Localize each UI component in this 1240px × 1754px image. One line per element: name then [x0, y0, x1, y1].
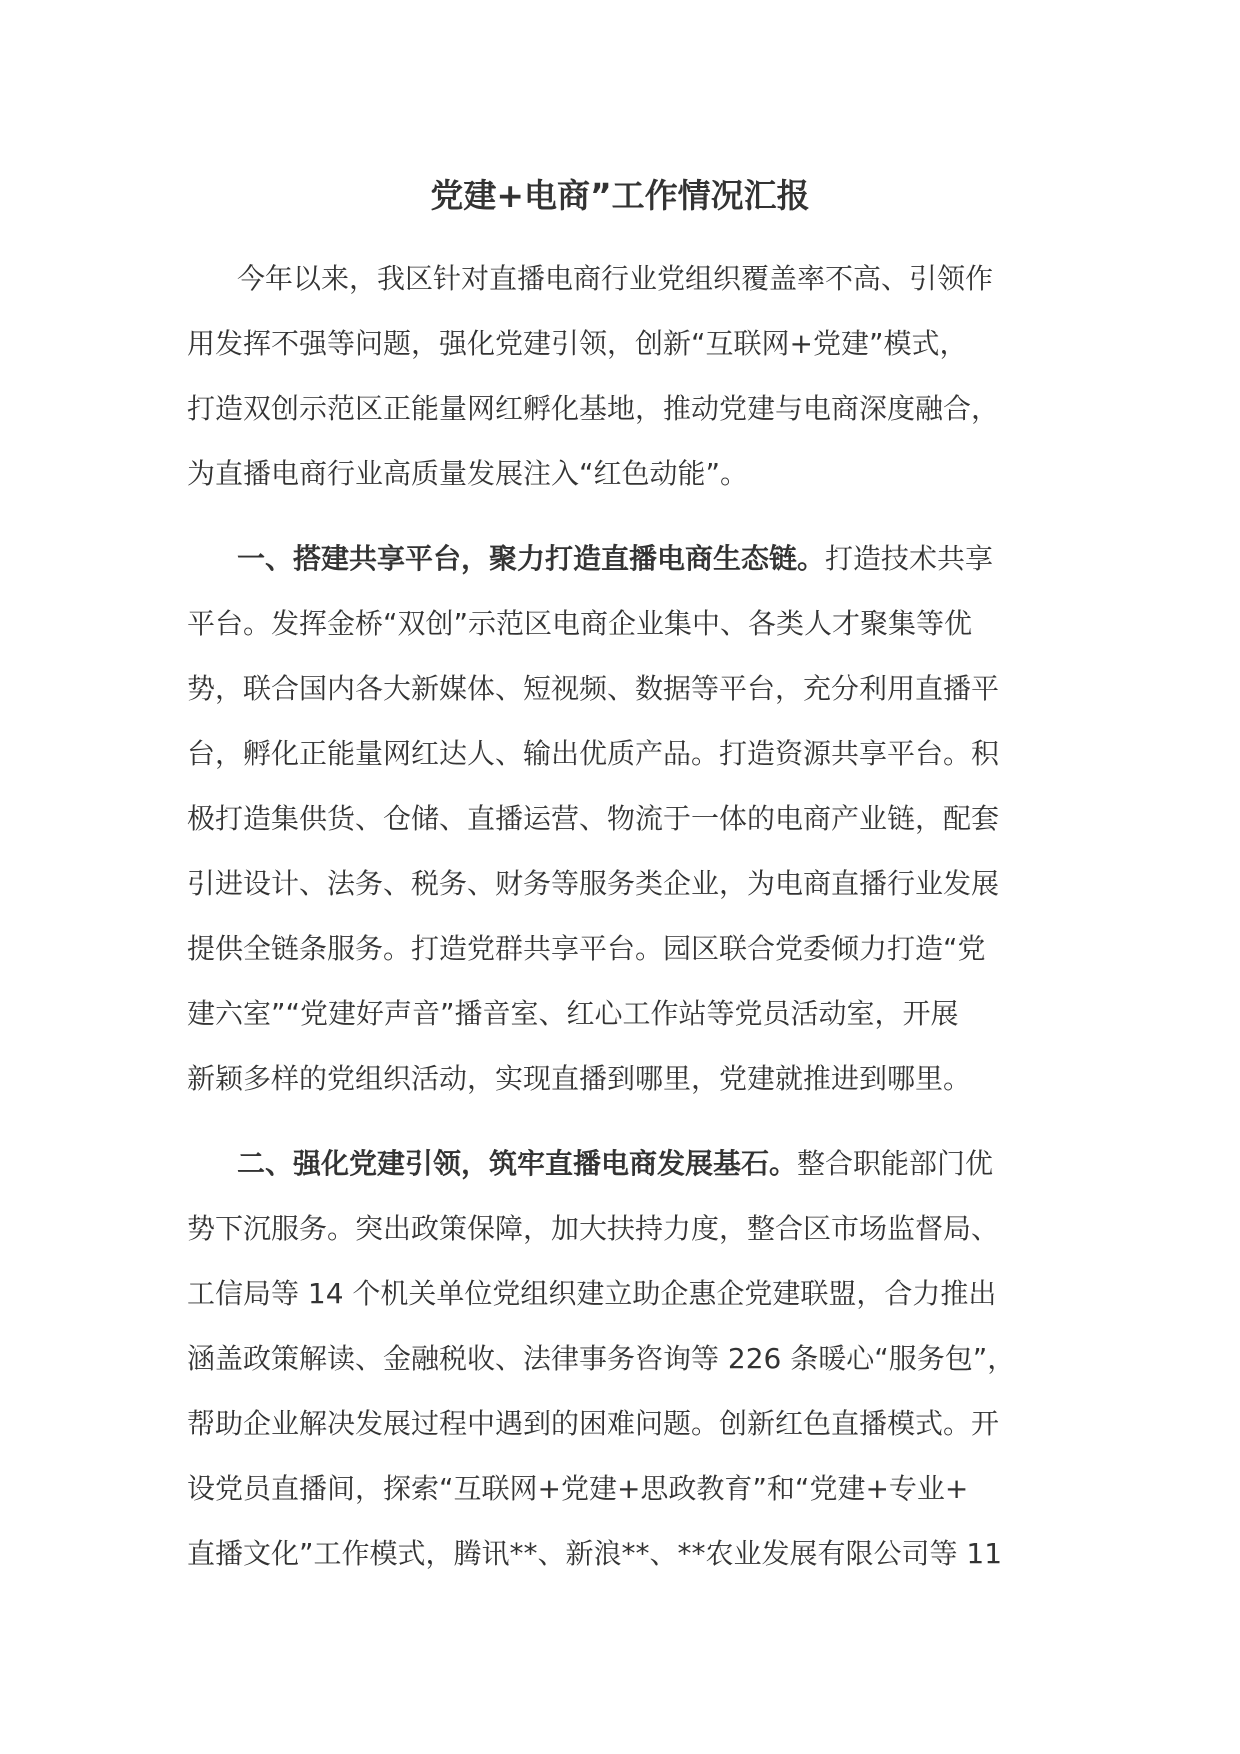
document-title: 党建+电商”工作情况汇报: [430, 176, 810, 215]
section-1-line: 平台。发挥金桥“双创”示范区电商企业集中、各类人才聚集等优: [187, 607, 973, 640]
section-1-line: 势，联合国内各大新媒体、短视频、数据等平台，充分利用直播平: [187, 672, 1000, 705]
section-2-line: 帮助企业解决发展过程中遇到的困难问题。创新红色直播模式。开: [187, 1407, 1000, 1440]
section-1-line: 引进设计、法务、税务、财务等服务类企业，为电商直播行业发展: [187, 867, 1000, 900]
intro-line: 今年以来，我区针对直播电商行业党组织覆盖率不高、引领作: [237, 262, 994, 295]
section-2-line: 整合职能部门优: [797, 1147, 994, 1180]
section-2-paragraph: [187, 1131, 1067, 1586]
section-1-line: 提供全链条服务。打造党群共享平台。园区联合党委倾力打造“党: [187, 932, 986, 965]
intro-line: 为直播电商行业高质量发展注入“红色动能”。: [187, 457, 749, 490]
section-1-line: 打造技术共享: [825, 542, 994, 575]
document-body: [187, 246, 1067, 1586]
section-1-line: 台，孵化正能量网红达人、输出优质产品。打造资源共享平台。积: [187, 737, 1000, 770]
section-2-heading: 二、强化党建引领，筑牢直播电商发展基石。: [237, 1147, 798, 1180]
section-2-line: 直播文化”工作模式，腾讯**、新浪**、**农业发展有限公司等 11: [187, 1537, 1003, 1570]
section-2-line: 工信局等 14 个机关单位党组织建立助企惠企党建联盟，合力推出: [187, 1277, 997, 1310]
section-2-line: 涵盖政策解读、金融税收、法律事务咨询等 226 条暖心“服务包”，: [187, 1342, 1016, 1375]
section-1-line: 新颖多样的党组织活动，实现直播到哪里，党建就推进到哪里。: [187, 1062, 972, 1095]
intro-line: 打造双创示范区正能量网红孵化基地，推动党建与电商深度融合，: [187, 392, 1000, 425]
intro-line: 用发挥不强等问题，强化党建引领，创新“互联网+党建”模式，: [187, 327, 968, 360]
section-1-heading: 一、搭建共享平台，聚力打造直播电商生态链。: [237, 542, 826, 575]
section-2-line: 设党员直播间，探索“互联网+党建+思政教育”和“党建+专业+: [187, 1472, 969, 1505]
section-1-paragraph: [187, 526, 1067, 1111]
intro-paragraph: [187, 246, 1067, 506]
section-1-line: 建六室”“党建好声音”播音室、红心工作站等党员活动室，开展: [187, 997, 959, 1030]
section-2-line: 势下沉服务。突出政策保障，加大扶持力度，整合区市场监督局、: [187, 1212, 1000, 1245]
section-1-line: 极打造集供货、仓储、直播运营、物流于一体的电商产业链，配套: [187, 802, 1000, 835]
